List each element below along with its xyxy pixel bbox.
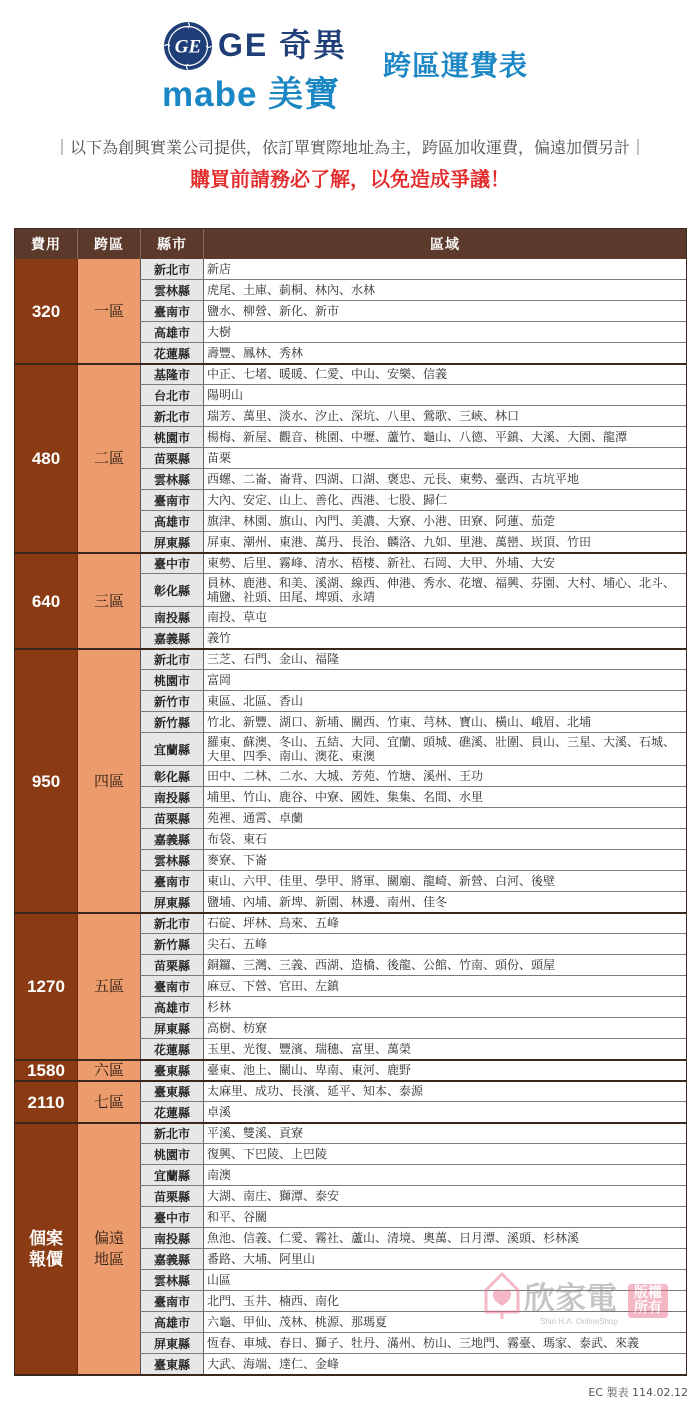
county-cell: 苗栗縣 xyxy=(140,448,203,468)
header-fee: 費用 xyxy=(31,237,61,253)
area-cell xyxy=(203,892,686,912)
county-cell: 苗栗縣 xyxy=(140,808,203,828)
county-cell: 新北市 xyxy=(140,649,203,669)
table-row xyxy=(140,1081,686,1102)
table-row xyxy=(140,406,686,427)
area-list: 旗津、林園、旗山、內門、美濃、大寮、小港、田寮、阿蓮、茄萣 xyxy=(207,514,556,528)
county-cell: 花蓮縣 xyxy=(140,343,203,363)
area-list: 平溪、雙溪、貢寮 xyxy=(207,1126,304,1140)
table-row xyxy=(140,934,686,955)
county-rows xyxy=(140,1081,686,1123)
county-cell: 屏東縣 xyxy=(140,532,203,552)
area-list: 山區 xyxy=(207,1273,232,1287)
table-row xyxy=(140,628,686,649)
county-cell: 花蓮縣 xyxy=(140,1039,203,1059)
table-row xyxy=(140,1060,686,1081)
table-row xyxy=(140,1291,686,1312)
area-list: 苗栗 xyxy=(207,451,232,465)
table-row xyxy=(140,1144,686,1165)
county-cell: 南投縣 xyxy=(140,787,203,807)
county-cell: 桃園市 xyxy=(140,427,203,447)
area-cell xyxy=(203,691,686,711)
table-row xyxy=(140,532,686,553)
zone-group xyxy=(15,649,686,913)
county-cell: 新竹市 xyxy=(140,691,203,711)
area-list: 魚池、信義、仁愛、霧社、蘆山、清境、奧萬、日月潭、溪頭、杉林溪 xyxy=(207,1231,580,1245)
table-row xyxy=(140,1186,686,1207)
zone-cell: 三區 xyxy=(77,553,140,649)
table-row xyxy=(140,670,686,691)
fee-cell: 個案 報價 xyxy=(15,1123,77,1375)
county-cell: 臺東縣 xyxy=(140,1060,203,1080)
county-cell: 新北市 xyxy=(140,1123,203,1143)
area-cell xyxy=(203,1165,686,1185)
county-cell: 花蓮縣 xyxy=(140,1102,203,1122)
county-cell: 新北市 xyxy=(140,259,203,279)
area-cell xyxy=(203,1060,686,1080)
fee-cell: 950 xyxy=(15,649,77,913)
area-cell xyxy=(203,670,686,690)
table-row xyxy=(140,1165,686,1186)
area-list: 富岡 xyxy=(207,673,232,687)
warning-text: 購買前請務必了解，以免造成爭議！ xyxy=(190,167,510,191)
table-row xyxy=(140,712,686,733)
zone-group xyxy=(15,1123,686,1375)
area-list: 北門、玉井、楠西、南化 xyxy=(207,1294,340,1308)
table-row xyxy=(140,892,686,913)
county-rows xyxy=(140,553,686,649)
fee-cell: 480 xyxy=(15,364,77,553)
table-row xyxy=(140,766,686,787)
area-cell xyxy=(203,1018,686,1038)
table-header xyxy=(15,229,686,259)
footer-note: EC 製表 114.02.12 xyxy=(588,1386,688,1399)
table-row xyxy=(140,733,686,766)
area-list: 員林、鹿港、和美、溪湖、線西、伸港、秀水、花壇、福興、芬園、大村、埔心、北斗、埔鹽、社頭、田尾、埤頭、永靖 xyxy=(207,576,676,604)
area-list: 麥寮、下崙 xyxy=(207,853,268,867)
table-row xyxy=(140,1354,686,1375)
table-row xyxy=(140,913,686,934)
area-cell xyxy=(203,913,686,933)
county-cell: 新竹縣 xyxy=(140,712,203,732)
county-cell: 新北市 xyxy=(140,406,203,426)
header-area: 區域 xyxy=(203,229,686,259)
county-cell: 嘉義縣 xyxy=(140,628,203,648)
county-cell: 彰化縣 xyxy=(140,574,203,606)
table-row xyxy=(140,1123,686,1144)
area-cell xyxy=(203,712,686,732)
area-list: 六龜、甲仙、茂林、桃源、那瑪夏 xyxy=(207,1315,388,1329)
table-row xyxy=(140,787,686,808)
zone-cell: 二區 xyxy=(77,364,140,553)
fee-cell: 1270 xyxy=(15,913,77,1060)
table-row xyxy=(140,829,686,850)
table-row xyxy=(140,1333,686,1354)
zone-cell: 五區 xyxy=(77,913,140,1060)
county-cell: 南投縣 xyxy=(140,607,203,627)
area-list: 高樹、枋寮 xyxy=(207,1021,268,1035)
area-list: 東勢、后里、霧峰、清水、梧棲、新社、石岡、大甲、外埔、大安 xyxy=(207,556,556,570)
county-rows xyxy=(140,1060,686,1081)
table-row xyxy=(140,1039,686,1060)
ge-monogram-icon xyxy=(163,21,213,71)
table-row xyxy=(140,1312,686,1333)
brand-ge: GE 奇異 xyxy=(218,27,348,63)
county-cell: 雲林縣 xyxy=(140,850,203,870)
table-row xyxy=(140,427,686,448)
area-cell xyxy=(203,787,686,807)
table-row xyxy=(140,259,686,280)
area-cell xyxy=(203,280,686,300)
area-list: 虎尾、土庫、莿桐、林內、水林 xyxy=(207,283,376,297)
table-row xyxy=(140,850,686,871)
area-cell xyxy=(203,976,686,996)
table-row xyxy=(140,553,686,574)
area-cell xyxy=(203,364,686,384)
zone-group xyxy=(15,1060,686,1081)
county-rows xyxy=(140,649,686,913)
county-rows xyxy=(140,913,686,1060)
table-row xyxy=(140,448,686,469)
area-cell xyxy=(203,511,686,531)
area-list: 南投、草屯 xyxy=(207,610,268,624)
area-list: 竹北、新豐、湖口、新埔、關西、竹東、芎林、寶山、橫山、峨眉、北埔 xyxy=(207,715,592,729)
area-list: 番路、大埔、阿里山 xyxy=(207,1252,316,1266)
county-cell: 台北市 xyxy=(140,385,203,405)
area-cell xyxy=(203,1186,686,1206)
county-rows xyxy=(140,364,686,553)
table-row xyxy=(140,574,686,607)
county-cell: 桃園市 xyxy=(140,1144,203,1164)
area-cell xyxy=(203,1249,686,1269)
notice-text: ｜以下為創興實業公司提供，依訂單實際地址為主，跨區加收運費，偏遠加價另計｜ xyxy=(53,138,646,157)
table-row xyxy=(140,490,686,511)
brand-mabe: mabe 美寶 xyxy=(162,75,341,114)
area-cell xyxy=(203,871,686,891)
area-list: 屏東、潮州、東港、萬丹、長治、麟洛、九如、里港、萬巒、崁頂、竹田 xyxy=(207,535,592,549)
area-list: 大湖、南庄、獅潭、泰安 xyxy=(207,1189,340,1203)
area-list: 義竹 xyxy=(207,631,232,645)
area-list: 復興、下巴陵、上巴陵 xyxy=(207,1147,328,1161)
county-cell: 高雄市 xyxy=(140,511,203,531)
table-row xyxy=(140,385,686,406)
county-cell: 彰化縣 xyxy=(140,766,203,786)
area-cell xyxy=(203,1291,686,1311)
area-cell xyxy=(203,322,686,342)
area-list: 大內、安定、山上、善化、西港、七股、歸仁 xyxy=(207,493,448,507)
county-cell: 宜蘭縣 xyxy=(140,1165,203,1185)
table-row xyxy=(140,808,686,829)
area-list: 太麻里、成功、長濱、延平、知本、泰源 xyxy=(207,1084,424,1098)
header-zone: 跨區 xyxy=(77,229,140,259)
area-cell xyxy=(203,469,686,489)
zone-cell: 七區 xyxy=(77,1081,140,1123)
table-row xyxy=(140,607,686,628)
county-cell: 基隆市 xyxy=(140,364,203,384)
area-cell xyxy=(203,1354,686,1374)
area-cell xyxy=(203,766,686,786)
area-list: 西螺、二崙、崙背、四湖、口湖、褒忠、元長、東勢、臺西、古坑平地 xyxy=(207,472,580,486)
county-cell: 雲林縣 xyxy=(140,469,203,489)
area-list: 中正、七堵、暖暖、仁愛、中山、安樂、信義 xyxy=(207,367,448,381)
header-county: 縣市 xyxy=(140,229,203,259)
county-cell: 屏東縣 xyxy=(140,892,203,912)
area-list: 埔里、竹山、鹿谷、中寮、國姓、集集、名間、水里 xyxy=(207,790,484,804)
area-cell xyxy=(203,607,686,627)
county-cell: 嘉義縣 xyxy=(140,1249,203,1269)
area-cell xyxy=(203,649,686,669)
zone-cell: 六區 xyxy=(77,1060,140,1081)
county-cell: 南投縣 xyxy=(140,1228,203,1248)
ge-monogram-text: GE xyxy=(174,36,202,58)
area-list: 東山、六甲、佳里、學甲、將軍、關廟、龍崎、新營、白河、後壁 xyxy=(207,874,556,888)
county-cell: 臺東縣 xyxy=(140,1354,203,1374)
county-cell: 宜蘭縣 xyxy=(140,733,203,765)
area-list: 銅鑼、三灣、三義、西湖、造橋、後龍、公館、竹南、頭份、頭屋 xyxy=(207,958,556,972)
table-row xyxy=(140,871,686,892)
fee-cell: 640 xyxy=(15,553,77,649)
table-row xyxy=(140,364,686,385)
county-cell: 臺中市 xyxy=(140,1207,203,1227)
county-cell: 臺南市 xyxy=(140,490,203,510)
table-row xyxy=(140,1249,686,1270)
county-cell: 屏東縣 xyxy=(140,1333,203,1353)
area-list: 鹽水、柳營、新化、新市 xyxy=(207,304,340,318)
area-cell xyxy=(203,934,686,954)
table-row xyxy=(140,301,686,322)
page-title: 跨區運費表 xyxy=(383,49,529,82)
zone-cell: 偏遠 地區 xyxy=(77,1123,140,1375)
area-cell xyxy=(203,850,686,870)
county-cell: 高雄市 xyxy=(140,1312,203,1332)
area-cell xyxy=(203,1081,686,1101)
area-list: 新店 xyxy=(207,262,232,276)
area-list: 卓溪 xyxy=(207,1105,232,1119)
area-list: 三芝、石門、金山、福隆 xyxy=(207,652,340,666)
county-rows xyxy=(140,259,686,364)
area-cell xyxy=(203,1228,686,1248)
table-row xyxy=(140,649,686,670)
table-row xyxy=(140,511,686,532)
area-list: 壽豐、鳳林、秀林 xyxy=(207,346,304,360)
table-row xyxy=(140,955,686,976)
county-cell: 新北市 xyxy=(140,913,203,933)
area-cell xyxy=(203,532,686,552)
area-list: 苑裡、通霄、卓蘭 xyxy=(207,811,304,825)
area-cell xyxy=(203,1039,686,1059)
area-list: 布袋、東石 xyxy=(207,832,268,846)
area-list: 南澳 xyxy=(207,1168,232,1182)
table-row xyxy=(140,1102,686,1123)
area-cell xyxy=(203,1270,686,1290)
county-cell: 雲林縣 xyxy=(140,1270,203,1290)
zone-group xyxy=(15,259,686,364)
table-row xyxy=(140,997,686,1018)
area-cell xyxy=(203,490,686,510)
area-cell xyxy=(203,808,686,828)
area-list: 石碇、坪林、烏來、五峰 xyxy=(207,916,340,930)
table-row xyxy=(140,280,686,301)
area-cell xyxy=(203,733,686,765)
table-body xyxy=(15,259,686,1375)
county-rows xyxy=(140,1123,686,1375)
county-cell: 臺中市 xyxy=(140,553,203,573)
area-cell xyxy=(203,343,686,363)
zone-group xyxy=(15,553,686,649)
county-cell: 臺南市 xyxy=(140,301,203,321)
county-cell: 臺南市 xyxy=(140,976,203,996)
zone-group xyxy=(15,913,686,1060)
area-cell xyxy=(203,1333,686,1353)
area-list: 大武、海端、達仁、金峰 xyxy=(207,1357,340,1371)
area-list: 田中、二林、二水、大城、芳苑、竹塘、溪州、王功 xyxy=(207,769,484,783)
county-cell: 嘉義縣 xyxy=(140,829,203,849)
area-cell xyxy=(203,829,686,849)
table-row xyxy=(140,976,686,997)
area-list: 大樹 xyxy=(207,325,232,339)
county-cell: 高雄市 xyxy=(140,322,203,342)
county-cell: 苗栗縣 xyxy=(140,955,203,975)
area-cell xyxy=(203,1312,686,1332)
area-list: 玉里、光復、豐濱、瑞穗、富里、萬榮 xyxy=(207,1042,412,1056)
zone-group xyxy=(15,364,686,553)
area-list: 羅東、蘇澳、冬山、五結、大同、宜蘭、頭城、礁溪、壯圍、員山、三星、大溪、石城、大里、四季、南山、澳花、東澳 xyxy=(207,735,676,763)
watermark-badge: 版權所有 xyxy=(628,1284,668,1318)
watermark-subtitle: Shin H.A. OnlineShop xyxy=(540,1317,618,1326)
area-cell xyxy=(203,997,686,1017)
zone-group xyxy=(15,1081,686,1123)
area-list: 陽明山 xyxy=(207,388,244,402)
county-cell: 雲林縣 xyxy=(140,280,203,300)
area-list: 東區、北區、香山 xyxy=(207,694,304,708)
area-list: 恆春、車城、春日、獅子、牡丹、滿州、枋山、三地門、霧臺、瑪家、泰武、來義 xyxy=(207,1336,640,1350)
county-cell: 桃園市 xyxy=(140,670,203,690)
area-cell xyxy=(203,574,686,606)
zone-cell: 一區 xyxy=(77,259,140,364)
zone-cell: 四區 xyxy=(77,649,140,913)
table-row xyxy=(140,322,686,343)
area-list: 尖石、五峰 xyxy=(207,937,268,951)
county-cell: 屏東縣 xyxy=(140,1018,203,1038)
area-cell xyxy=(203,553,686,573)
area-cell xyxy=(203,301,686,321)
watermark-name: 欣家電 xyxy=(524,1281,617,1317)
table-row xyxy=(140,469,686,490)
area-cell xyxy=(203,628,686,648)
fee-cell: 1580 xyxy=(15,1060,77,1081)
county-cell: 高雄市 xyxy=(140,997,203,1017)
area-list: 鹽埔、內埔、新埤、新園、林邊、南州、佳冬 xyxy=(207,895,448,909)
county-cell: 苗栗縣 xyxy=(140,1186,203,1206)
area-cell xyxy=(203,448,686,468)
county-cell: 臺南市 xyxy=(140,1291,203,1311)
table-row xyxy=(140,1207,686,1228)
area-cell xyxy=(203,955,686,975)
table-row xyxy=(140,691,686,712)
county-cell: 臺東縣 xyxy=(140,1081,203,1101)
fee-cell: 320 xyxy=(15,259,77,364)
table-row xyxy=(140,1018,686,1039)
table-row xyxy=(140,1228,686,1249)
area-list: 麻豆、下營、官田、左鎮 xyxy=(207,979,340,993)
area-list: 杉林 xyxy=(207,1000,232,1014)
area-cell xyxy=(203,259,686,279)
area-cell xyxy=(203,427,686,447)
area-cell xyxy=(203,1144,686,1164)
area-cell xyxy=(203,1207,686,1227)
county-cell: 臺南市 xyxy=(140,871,203,891)
area-list: 和平、谷關 xyxy=(207,1210,268,1224)
area-cell xyxy=(203,385,686,405)
area-cell xyxy=(203,1102,686,1122)
area-cell xyxy=(203,406,686,426)
area-list: 楊梅、新屋、觀音、桃園、中壢、蘆竹、龜山、八德、平鎮、大溪、大園、龍潭 xyxy=(207,430,628,444)
shipping-fee-table xyxy=(14,228,687,1376)
county-cell: 新竹縣 xyxy=(140,934,203,954)
table-row xyxy=(140,1270,686,1291)
area-list: 臺東、池上、關山、卑南、東河、鹿野 xyxy=(207,1063,412,1077)
fee-cell: 2110 xyxy=(15,1081,77,1123)
area-list: 瑞芳、萬里、淡水、汐止、深坑、八里、鶯歌、三峽、林口 xyxy=(207,409,520,423)
table-row xyxy=(140,343,686,364)
area-cell xyxy=(203,1123,686,1143)
